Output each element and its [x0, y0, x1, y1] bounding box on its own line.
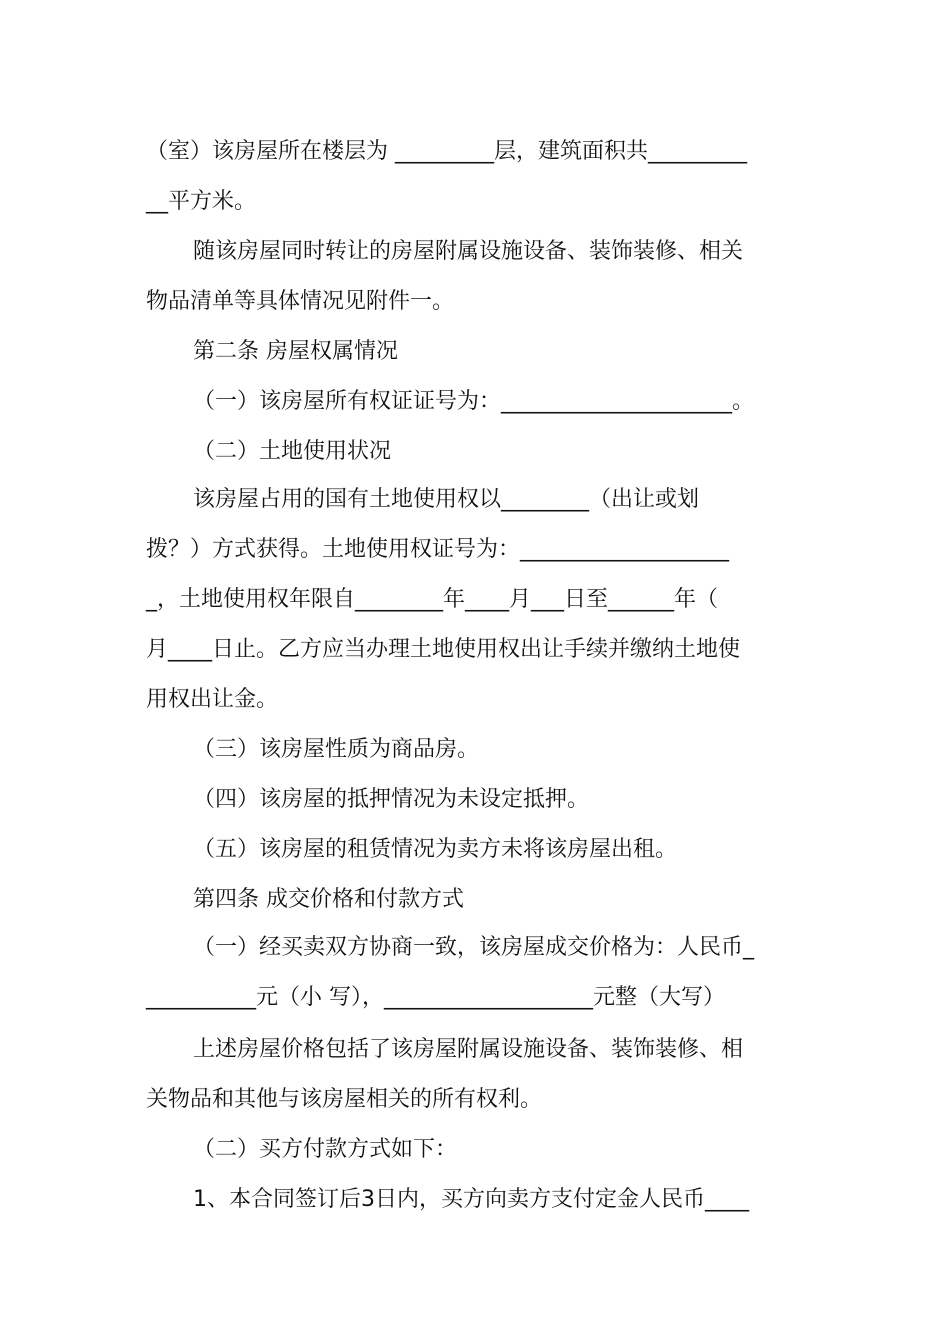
paragraph-line: 月____日止。乙方应当办理土地使用权出让手续并缴纳土地使: [146, 637, 741, 662]
paragraph-line: __平方米。: [146, 189, 257, 214]
paragraph-line: 拨？）方式获得。土地使用权证号为：___________________: [146, 537, 730, 562]
paragraph-line: _，土地使用权年限自________年____月___日至______年（: [146, 587, 719, 612]
paragraph-line: （一）该房屋所有权证证号为：_____________________。: [193, 389, 755, 414]
section-heading: 第四条 成交价格和付款方式: [193, 887, 464, 912]
subsection-heading: （二）买方付款方式如下：: [193, 1137, 458, 1162]
paragraph-line: 关物品和其他与该房屋相关的所有权利。: [146, 1087, 543, 1112]
paragraph-line: 1、本合同签订后3日内，买方向卖方支付定金人民币____: [193, 1187, 749, 1212]
paragraph-line: 用权出让金。: [146, 687, 279, 712]
paragraph-line: 物品清单等具体情况见附件一。: [146, 289, 455, 314]
paragraph-line: 上述房屋价格包括了该房屋附属设施设备、装饰装修、相: [193, 1037, 744, 1062]
subsection-heading: （二）土地使用状况: [193, 439, 392, 464]
paragraph-line: （一）经买卖双方协商一致，该房屋成交价格为：人民币_: [193, 935, 755, 960]
paragraph-line: （四）该房屋的抵押情况为未设定抵押。: [193, 787, 590, 812]
section-heading: 第二条 房屋权属情况: [193, 339, 398, 364]
paragraph-line: __________元（小 写），___________________元整（大写）: [146, 985, 725, 1010]
paragraph-line: （五）该房屋的租赁情况为卖方未将该房屋出租。: [193, 837, 678, 862]
paragraph-line: 随该房屋同时转让的房屋附属设施设备、装饰装修、相关: [193, 239, 744, 264]
paragraph-line: （室）该房屋所在楼层为 _________层，建筑面积共_________: [146, 139, 747, 164]
paragraph-line: 该房屋占用的国有土地使用权以________（出让或划: [193, 487, 700, 512]
paragraph-line: （三）该房屋性质为商品房。: [193, 737, 480, 762]
